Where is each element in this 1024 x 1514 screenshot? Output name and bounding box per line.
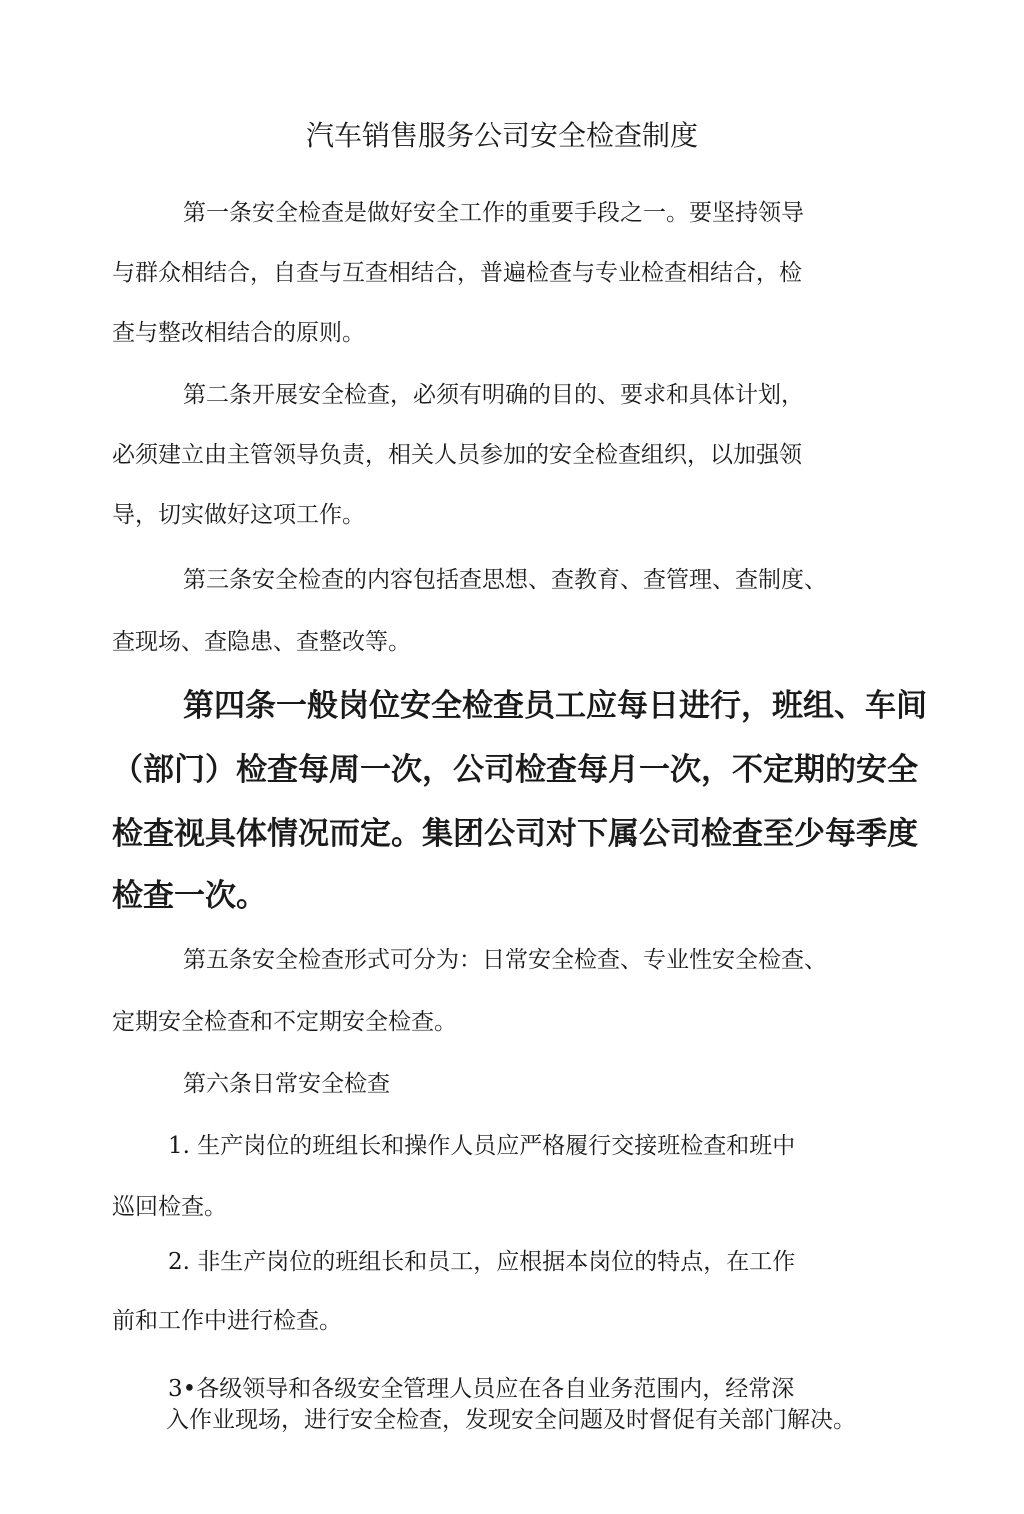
article-4-line-2: （部门）检查每周一次，公司检查每月一次，不定期的安全 [112,752,918,788]
article-4-line-4: 检查一次。 [112,878,267,914]
article-1-line-1: 第一条安全检查是做好安全工作的重要手段之一。要坚持领导 [183,200,804,226]
article-6-heading: 第六条日常安全检查 [183,1071,390,1097]
article-2-line-1: 第二条开展安全检查，必须有明确的目的、要求和具体计划， [183,382,804,408]
item-2-line-2: 前和工作中进行检查。 [112,1308,342,1334]
article-5-line-2: 定期安全检查和不定期安全检查。 [112,1009,457,1035]
article-4-line-3: 检查视具体情况而定。集团公司对下属公司检查至少每季度 [112,816,918,852]
article-1-line-2: 与群众相结合，自查与互查相结合，普遍检查与专业检查相结合，检 [112,260,802,286]
item-1-line-2: 巡回检查。 [112,1194,227,1220]
item-2-line-1: 2. 非生产岗位的班组长和员工，应根据本岗位的特点，在工作 [168,1249,796,1275]
article-3-line-1: 第三条安全检查的内容包括查思想、查教育、查管理、查制度、 [183,567,827,593]
article-5-line-1: 第五条安全检查形式可分为：日常安全检查、专业性安全检查、 [183,947,827,973]
article-1-line-3: 查与整改相结合的原则。 [112,320,365,346]
item-3-line-1: 3•各级领导和各级安全管理人员应在各自业务范围内，经常深 [168,1376,795,1402]
article-4-line-1: 第四条一般岗位安全检查员工应每日进行，班组、车间 [183,688,927,724]
article-2-line-3: 导，切实做好这项工作。 [112,502,365,528]
item-3-line-2: 入作业现场，进行安全检查，发现安全问题及时督促有关部门解决。 [166,1407,856,1433]
article-3-line-2: 查现场、查隐患、查整改等。 [112,629,411,655]
article-2-line-2: 必须建立由主管领导负责，相关人员参加的安全检查组织，以加强领 [112,442,802,468]
document-title: 汽车销售服务公司安全检查制度 [306,119,699,152]
item-1-line-1: 1. 生产岗位的班组长和操作人员应严格履行交接班检查和班中 [168,1133,796,1159]
